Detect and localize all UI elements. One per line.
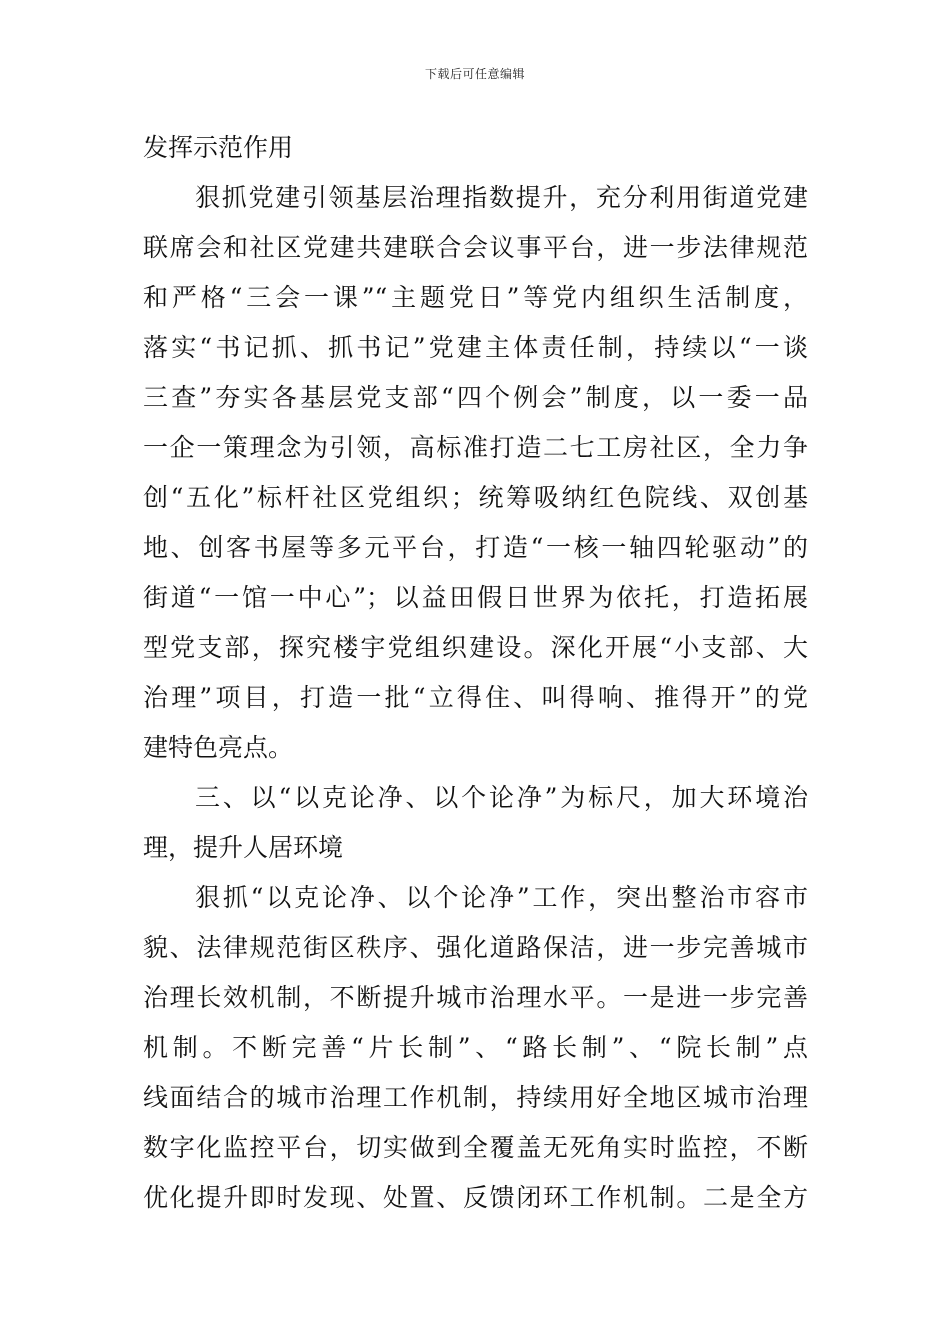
body-line: 优化提升即时发现、处置、反馈闭环工作机制。二是全方 — [143, 1183, 808, 1212]
body-line: 一企一策理念为引领，高标准打造二七工房社区，全力争 — [143, 433, 808, 462]
body-line: 和严格“三会一课”“主题党日”等党内组织生活制度， — [143, 283, 808, 312]
body-line: 街道“一馆一中心”；以益田假日世界为依托，打造拓展 — [143, 583, 808, 612]
body-line: 发挥示范作用 — [143, 133, 294, 162]
body-line: 狠抓“以克论净、以个论净”工作，突出整治市容市 — [195, 883, 808, 912]
body-line: 数字化监控平台，切实做到全覆盖无死角实时监控，不断 — [143, 1133, 808, 1162]
section-heading-line: 三、以“以克论净、以个论净”为标尺，加大环境治 — [195, 783, 808, 812]
body-line: 联席会和社区党建共建联合会议事平台，进一步法律规范 — [143, 233, 808, 262]
body-line: 建特色亮点。 — [143, 733, 294, 762]
body-line: 治理长效机制，不断提升城市治理水平。一是进一步完善 — [143, 983, 808, 1012]
body-line: 狠抓党建引领基层治理指数提升，充分利用街道党建 — [195, 183, 808, 212]
page-header: 下载后可任意编辑 — [424, 67, 525, 81]
section-heading-line: 理，提升人居环境 — [143, 833, 344, 862]
body-line: 地、创客书屋等多元平台，打造“一核一轴四轮驱动”的 — [143, 533, 808, 562]
body-line: 治理”项目，打造一批“立得住、叫得响、推得开”的党 — [143, 683, 808, 712]
body-line: 线面结合的城市治理工作机制，持续用好全地区城市治理 — [143, 1083, 808, 1112]
body-line: 貌、法律规范街区秩序、强化道路保洁，进一步完善城市 — [143, 933, 808, 962]
body-line: 落实“书记抓、抓书记”党建主体责任制，持续以“一谈 — [143, 333, 808, 362]
body-line: 机制。不断完善“片长制”、“路长制”、“院长制”点 — [143, 1033, 808, 1062]
body-line: 型党支部，探究楼宇党组织建设。深化开展“小支部、大 — [143, 633, 808, 662]
body-line: 三查”夯实各基层党支部“四个例会”制度，以一委一品 — [143, 383, 808, 412]
body-line: 创“五化”标杆社区党组织；统筹吸纳红色院线、双创基 — [143, 483, 808, 512]
